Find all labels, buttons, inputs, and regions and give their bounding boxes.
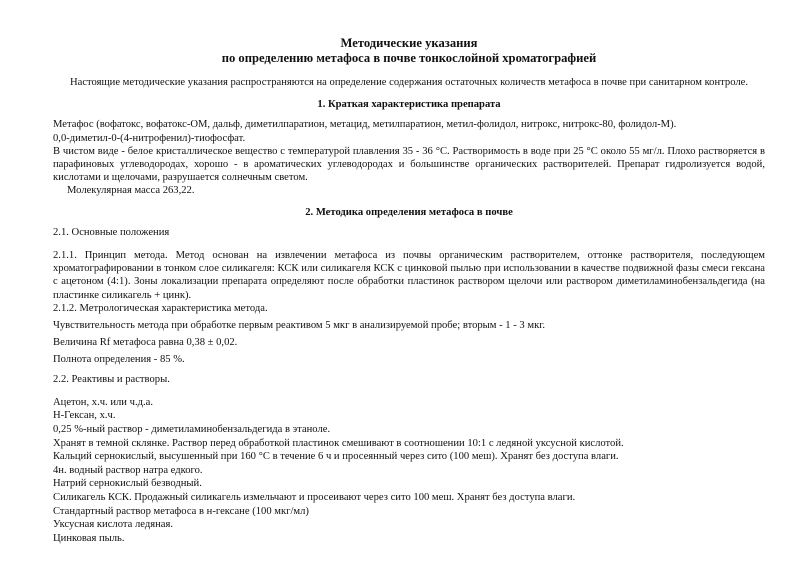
reagent-item: Хранят в темной склянке. Раствор перед обработкой пластинок смешивают в соотношении 10:1 с ледяной уксусной кислотой. <box>53 437 624 449</box>
subsection-2-2: 2.2. Реактивы и растворы. <box>53 373 170 385</box>
reagent-item: Стандартный раствор метафоса в н-гексане (100 мкг/мл) <box>53 505 309 517</box>
reagent-item: 4н. водный раствор натра едкого. <box>53 464 203 476</box>
title-line-1: Методические указания <box>340 36 478 50</box>
reagent-item: Силикагель КСК. Продажный силикагель измельчают и просеивают через сито 100 меш. Хранят без доступа влаги. <box>53 492 576 504</box>
principle-paragraph: 2.1.1. Принцип метода. Метод основан на извлечении метафоса из почвы органическим растворителем, оттонке растворителя, последующем хроматографировании в тонком слое силикагеля: КСК или силикагеля КСК с цинковой пылью при использовании в качестве подвижной фазы смеси гексана с ацетоном (4:1). Зоны локализации препарата определяют после обработки пластинок раствором щелочи или раствором диметиламинобензальдегида (на пластинке силикагель + цинк). <box>53 250 765 301</box>
reagent-item: Ацетон, х.ч. или ч.д.а. <box>53 396 153 408</box>
chemical-name: 0,0-диметил-0-(4-нитрофенил)-тиофосфат. <box>53 132 246 144</box>
rf-value: Величина Rf метафоса равна 0,38 ± 0,02. <box>53 337 238 349</box>
title-line-2: по определению метафоса в почве тонкослойной хроматографией <box>221 51 597 65</box>
reagent-item: Натрий сернокислый безводный. <box>53 478 202 490</box>
metro-heading: 2.1.2. Метрологическая характеристика метода. <box>53 302 268 314</box>
synonyms-paragraph: Метафос (вофатокс, вофатокс-ОМ, дальф, диметилпаратион, метацид, метилпаратион, метил-фолидол, нитрокс, нитрокс-80, фолидол-М). <box>53 119 677 131</box>
completeness: Полнота определения - 85 %. <box>53 354 185 366</box>
reagent-item: 0,25 %-ный раствор - диметиламинобензальдегида в этаноле. <box>53 424 331 436</box>
intro-paragraph: Настоящие методические указания распространяются на определение содержания остаточных количеств метафоса в почве при санитарном контроле. <box>69 77 748 88</box>
reagent-item: Цинковая пыль. <box>53 532 125 544</box>
subsection-2-1: 2.1. Основные положения <box>53 226 170 238</box>
document-page <box>53 36 765 545</box>
document-title <box>53 36 765 66</box>
molecular-mass: Молекулярная масса 263,22. <box>67 185 195 197</box>
section-1-heading: 1. Краткая характеристика препарата <box>317 99 501 111</box>
reagent-item: Кальций сернокислый, высушенный при 160 °С в течение 6 ч и просеянный через сито (100 меш). Хранят без доступа влаги. <box>53 451 619 463</box>
reagents-list <box>53 396 765 546</box>
description-paragraph: В чистом виде - белое кристаллическое вещество с температурой плавления 35 - 36 °С. Растворимость в воде при 25 °С около 55 мг/л. Плохо растворяется в парафиновых углеводородах, хорошо - в ароматических углеводородах и большинстве органических растворителей. Препарат гидролизуется водой, кислотами и щелочами, разрушается солнечным светом. <box>53 145 765 184</box>
sensitivity: Чувствительность метода при обработке первым реактивом 5 мкг в анализируемой пробе; вторым - 1 - 3 мкг. <box>53 320 546 332</box>
section-2-heading: 2. Методика определения метафоса в почве <box>305 206 513 218</box>
reagent-item: Н-Гексан, х.ч. <box>53 410 116 422</box>
reagent-item: Уксусная кислота ледяная. <box>53 519 173 531</box>
